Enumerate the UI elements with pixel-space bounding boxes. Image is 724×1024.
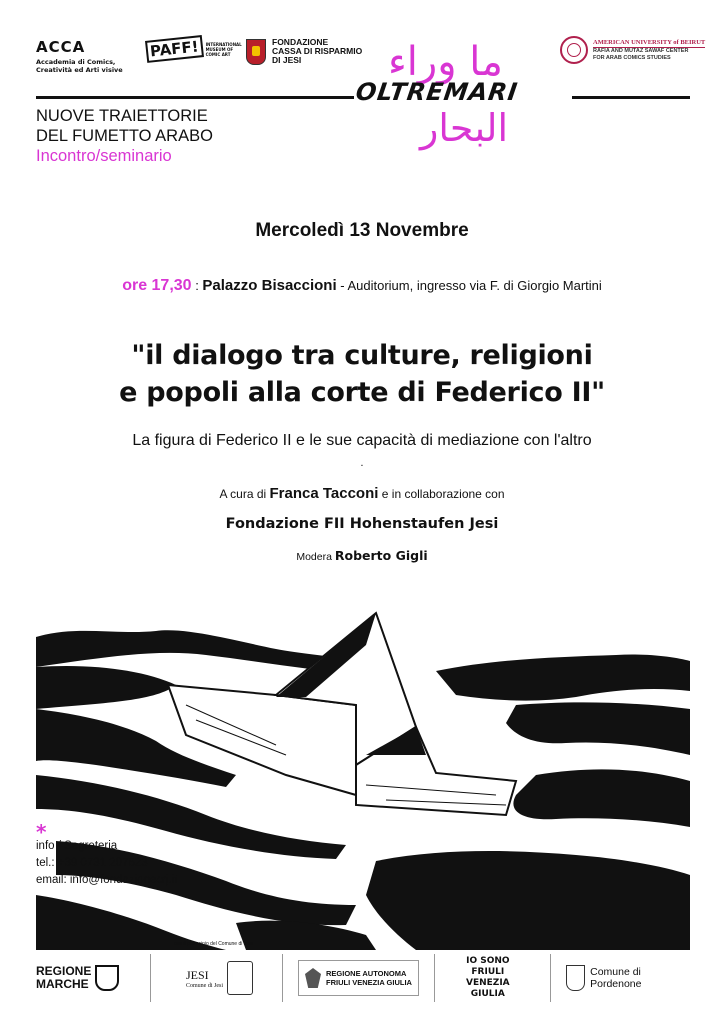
iosono-line-2: FRIULI bbox=[471, 967, 505, 977]
curator-suffix: e in collaborazione con bbox=[378, 487, 505, 501]
separator-dot: . bbox=[360, 458, 364, 469]
event-title-line-2: e popoli alla corte di Federico II" bbox=[119, 377, 605, 408]
wordmark-arabic-bottom: البحار bbox=[420, 106, 509, 150]
marche-line-2: MARCHE bbox=[36, 977, 89, 991]
info-line-1: info / Segreteria bbox=[36, 840, 118, 852]
fcr-line-2: CASSA DI RISPARMIO bbox=[272, 46, 363, 56]
fcr-line-3: DI JESI bbox=[272, 55, 302, 65]
paff-mark: PAFF! bbox=[145, 35, 204, 63]
event-venue-detail: - Auditorium, ingresso via F. di Giorgio Martini bbox=[336, 278, 602, 293]
fondazione-cassa-risparmio-logo bbox=[246, 38, 362, 65]
moderator-name: Roberto Gigli bbox=[334, 548, 428, 563]
event-venue: Palazzo Bisaccioni bbox=[202, 277, 337, 294]
marche-line-1: REGIONE bbox=[36, 964, 92, 978]
eagle-icon bbox=[305, 968, 321, 988]
fcr-line-1: FONDAZIONE bbox=[272, 37, 329, 47]
event-title bbox=[0, 337, 724, 411]
shield-icon bbox=[95, 965, 119, 991]
iosono-line-1: IO SONO bbox=[466, 956, 510, 966]
io-sono-fvg-logo bbox=[466, 950, 510, 1006]
jesi-sub: Comune di Jesi bbox=[186, 982, 223, 989]
footer-divider bbox=[434, 954, 435, 1002]
crest-icon bbox=[246, 39, 266, 65]
wordmark-arabic-top: ما وراء bbox=[388, 39, 503, 85]
event-title-line-1: "il dialogo tra culture, religioni bbox=[131, 340, 593, 371]
headline-line-2: DEL FUMETTO ARABO bbox=[36, 127, 213, 145]
footer-divider bbox=[150, 954, 151, 1002]
aub-sub-1: RAFIA AND MUTAZ SAWAF CENTER bbox=[593, 48, 689, 54]
seal-icon bbox=[560, 36, 588, 64]
paper-boat-illustration bbox=[36, 605, 690, 950]
paff-sub-2: MUSEUM OF bbox=[205, 46, 234, 52]
regione-marche-logo bbox=[36, 950, 119, 1006]
aub-sub-2: FOR ARAB COMICS STUDIES bbox=[593, 54, 671, 61]
wordmark-oltremari: OLTREMARI bbox=[354, 78, 520, 106]
event-time-sep: : bbox=[191, 278, 203, 293]
curator-name: Franca Tacconi bbox=[269, 485, 379, 502]
headline-line-3: Incontro/seminario bbox=[36, 147, 172, 165]
info-block bbox=[36, 838, 177, 889]
paff-logo bbox=[146, 38, 242, 60]
event-foundation: Fondazione FII Hohenstaufen Jesi bbox=[225, 516, 499, 532]
headline-line-1: NUOVE TRAIETTORIE bbox=[36, 107, 208, 125]
acca-sub-2: Creatività ed Arti visive bbox=[36, 66, 123, 74]
info-email[interactable]: email: info@fondazionecrj.it bbox=[36, 874, 178, 886]
acca-logo bbox=[36, 38, 123, 74]
asterisk-icon: * bbox=[36, 820, 47, 844]
patrocinio-text: con il patrocinio del Comune di Jesi bbox=[174, 941, 253, 947]
moderator-prefix: Modera bbox=[296, 551, 335, 563]
aub-name: AMERICAN UNIVERSITY of BEIRUT bbox=[593, 39, 706, 46]
comune-pordenone-logo bbox=[566, 950, 690, 1006]
lion-icon bbox=[227, 961, 253, 995]
jesi-name: JESI bbox=[186, 967, 209, 982]
fvg-line-1: REGIONE AUTONOMA bbox=[326, 969, 407, 978]
curator-prefix: A cura di bbox=[219, 487, 270, 501]
paff-sub-3: COMIC ART bbox=[205, 51, 231, 57]
header-rule-left bbox=[36, 96, 354, 99]
iosono-line-4: GIULIA bbox=[470, 989, 505, 999]
iosono-line-3: VENEZIA bbox=[466, 978, 510, 988]
comune-jesi-logo bbox=[186, 950, 253, 1006]
acca-sub-1: Accademia di Comics, bbox=[36, 58, 116, 66]
info-phone[interactable]: tel.: +39 0731 207523 bbox=[36, 857, 148, 869]
aub-logo bbox=[560, 36, 705, 64]
footer-divider bbox=[282, 954, 283, 1002]
event-subtitle: La figura di Federico II e le sue capacità di mediazione con l'altro bbox=[132, 432, 592, 449]
regione-fvg-logo bbox=[298, 960, 419, 996]
pordenone-name: Comune di Pordenone bbox=[590, 966, 642, 990]
footer-divider bbox=[550, 954, 551, 1002]
footer-logos bbox=[36, 950, 690, 1006]
event-curator bbox=[0, 485, 724, 502]
acca-mark: ACCA bbox=[36, 38, 86, 56]
event-time-venue bbox=[0, 277, 724, 295]
event-moderator bbox=[0, 548, 724, 563]
crest-icon bbox=[566, 965, 585, 991]
event-time: ore 17,30 bbox=[122, 277, 192, 294]
fvg-line-2: FRIULI VENEZIA GIULIA bbox=[326, 978, 412, 987]
header-rule-right bbox=[572, 96, 690, 99]
paff-sub-1: INTERNATIONAL bbox=[205, 41, 242, 47]
headline bbox=[36, 106, 213, 166]
event-date: Mercoledì 13 Novembre bbox=[255, 220, 469, 241]
